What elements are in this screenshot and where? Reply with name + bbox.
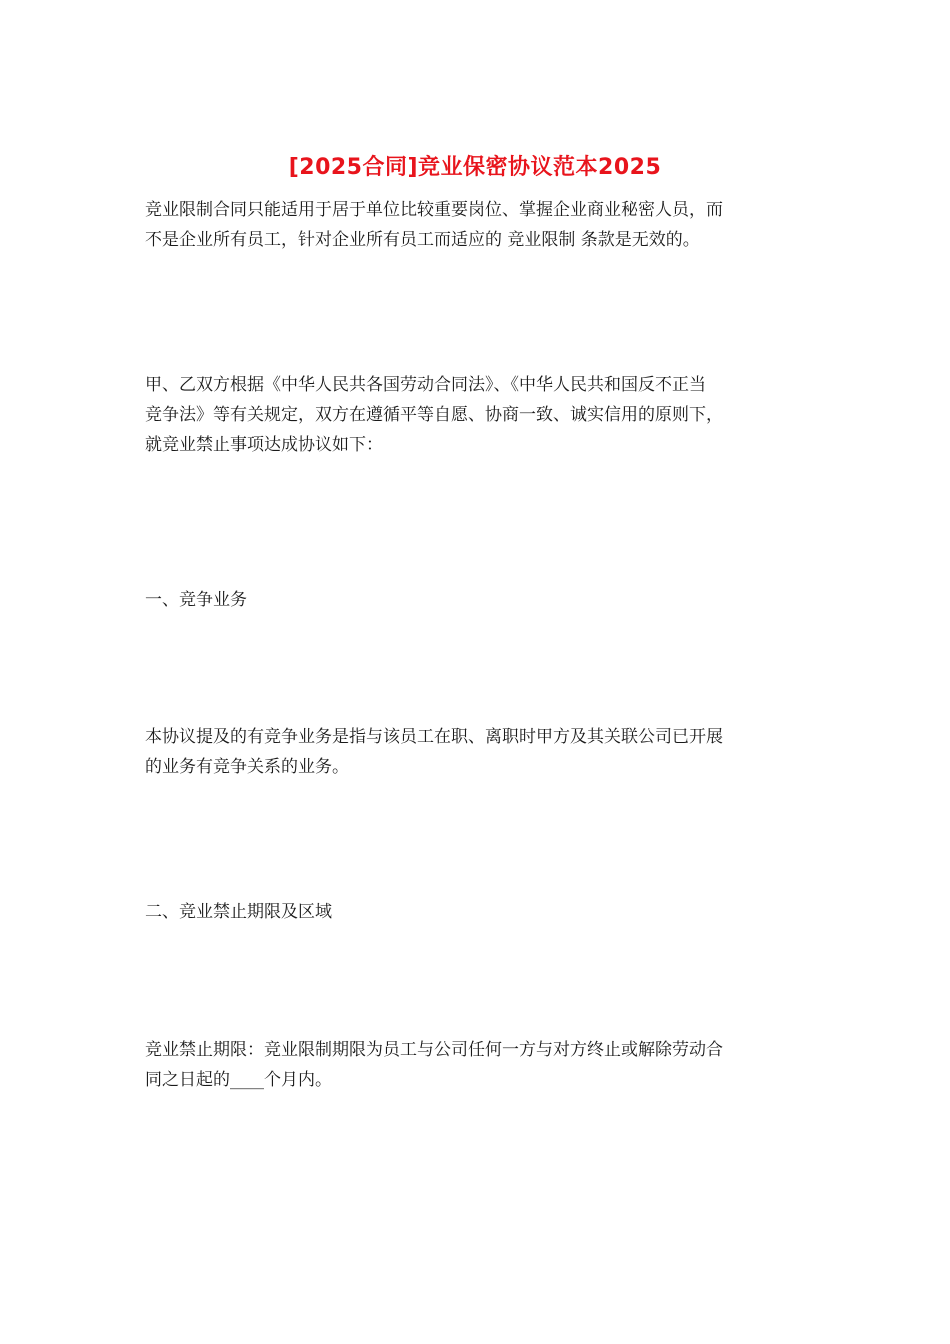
section-heading-competing-business: [145, 585, 807, 615]
paragraph-line: 竞业限制合同只能适用于居于单位比较重要岗位、掌握企业商业秘密人员，而: [145, 200, 723, 220]
paragraph-line: 就竞业禁止事项达成协议如下：: [145, 435, 383, 455]
preamble-paragraph: [145, 370, 807, 460]
competing-business-paragraph: [145, 722, 807, 782]
intro-paragraph: [145, 195, 807, 255]
document-title: [2025合同]竞业保密协议范本2025: [288, 155, 662, 180]
paragraph-line: 竞业禁止期限：竞业限制期限为员工与公司任何一方与对方终止或解除劳动合: [145, 1040, 723, 1060]
paragraph-line: 本协议提及的有竞争业务是指与该员工在职、离职时甲方及其关联公司已开展: [145, 727, 723, 747]
paragraph-line: 竞争法》等有关规定，双方在遵循平等自愿、协商一致、诚实信用的原则下，: [145, 405, 723, 425]
paragraph-line: 不是企业所有员工，针对企业所有员工而适应的 竞业限制 条款是无效的。: [145, 230, 700, 250]
paragraph-line: 甲、乙双方根据《中华人民共各国劳动合同法》、《中华人民共和国反不正当: [145, 375, 706, 395]
paragraph-line: 的业务有竞争关系的业务。: [145, 757, 349, 777]
paragraph-line: 同之日起的____个月内。: [145, 1070, 332, 1090]
term-paragraph: [145, 1035, 807, 1095]
section-heading-term-and-region: [145, 897, 807, 927]
section-heading: 一、竞争业务: [145, 590, 247, 610]
section-heading: 二、竞业禁止期限及区域: [145, 902, 332, 922]
